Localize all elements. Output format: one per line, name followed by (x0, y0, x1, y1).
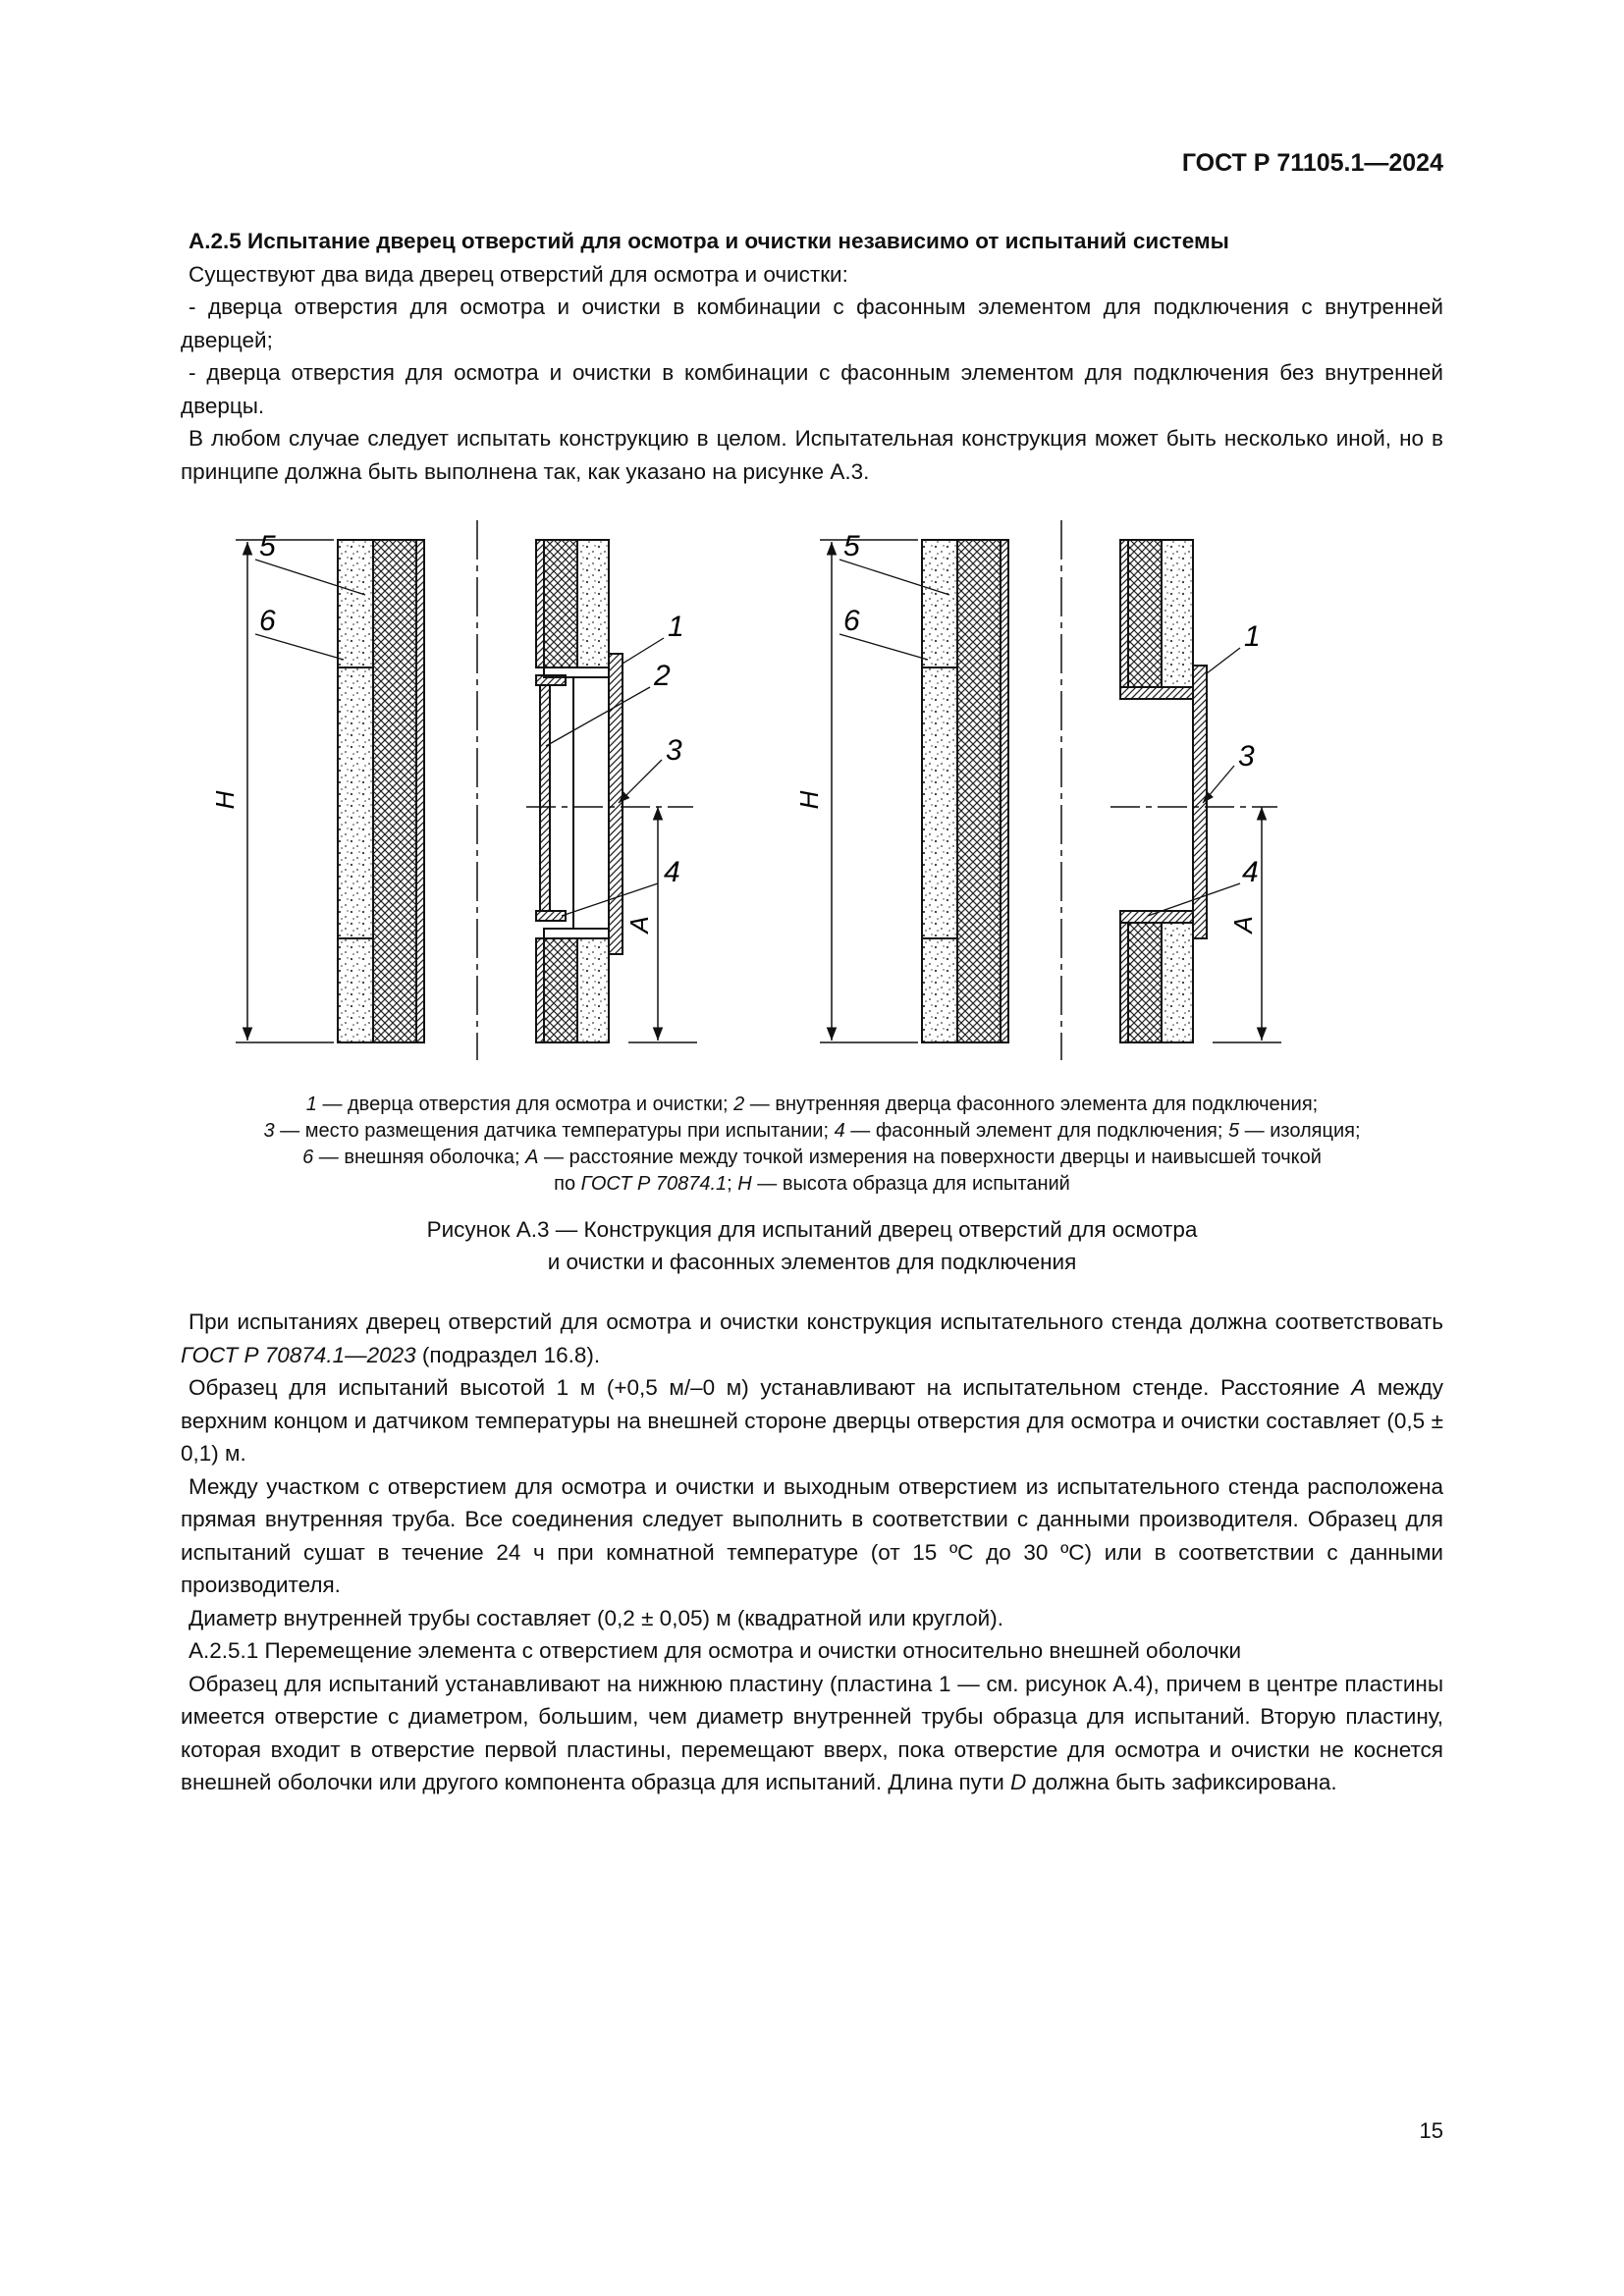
label-1: 1 (668, 611, 684, 643)
height-label: H (210, 790, 240, 810)
section-heading: А.2.5 Испытание дверец отверстий для осмотра и очистки независимо от испытаний системы (189, 229, 1229, 253)
paragraph: Между участком с отверстием для осмотра и очистки и выходным отверстием из испытательного стенда расположена прямая внутренняя труба. Все соединения следует выполнить в соответствии с данными производителя. Образец для испытаний сушат в течение 24 ч при комнатной температуре (от 15 ºС до 30 ºС) или в соответствии с данными производителя. (181, 1473, 1443, 1597)
caption-line: Рисунок А.3 — Конструкция для испытаний дверец отверстий для осмотра (426, 1217, 1198, 1242)
label-3: 3 (1238, 740, 1255, 773)
distance-a-label: A (1228, 916, 1258, 934)
legend-line: 1 — дверца отверстия для осмотра и очистки; 2 — внутренняя дверца фасонного элемента для подключения; (305, 1094, 1319, 1115)
paragraph: Диаметр внутренней трубы составляет (0,2 ± 0,05) м (квадратной или круглой). (189, 1605, 1003, 1630)
insulation (373, 540, 416, 1042)
label-1: 1 (1244, 620, 1261, 653)
label-5: 5 (259, 530, 276, 562)
list-item: - дверца отверстия для осмотра и очистки в комбинации с фасонным элементом для подключения с внутренней дверцей; (181, 294, 1443, 352)
height-label: H (794, 790, 824, 810)
paragraph: При испытаниях дверец отверстий для осмотра и очистки конструкция испытательного стенда должна соответствовать ГОСТ Р 70874.1—2023 (подраздел 16.8). (181, 1309, 1443, 1367)
intro-paragraph: Существуют два вида дверец отверстий для осмотра и очистки: (189, 261, 848, 287)
label-6: 6 (259, 605, 276, 637)
label-2: 2 (654, 660, 671, 692)
distance-a-label: A (624, 916, 654, 934)
figure-legend (118, 1092, 1506, 1198)
legend-line: 6 — внешняя оболочка; А — расстояние между точкой измерения на поверхности дверцы и наивысшей точкой (302, 1147, 1322, 1168)
label-5: 5 (843, 530, 860, 562)
figure-caption (216, 1213, 1408, 1278)
label-3: 3 (666, 734, 682, 767)
legend-line: по ГОСТ Р 70874.1; H — высота образца для испытаний (554, 1173, 1070, 1195)
label-4: 4 (664, 856, 680, 888)
page-number: 15 (1419, 2118, 1443, 2143)
variant-without-inner-door (794, 520, 1281, 1060)
paragraph: Образец для испытаний устанавливают на нижнюю пластину (пластина 1 — см. рисунок А.4), причем в центре пластины имеется отверстие с диаметром, большим, чем диаметр внутренней трубы образца для испытаний. Вторую пластину, которая входит в отверстие первой пластины, перемещают вверх, пока отверстие для осмотра и очистки не коснется внешней оболочки или другого компонента образца для испытаний. Длина пути D должна быть зафиксирована. (181, 1671, 1443, 1794)
legend-line: 3 — место размещения датчика температуры при испытании; 4 — фасонный элемент для подключения; 5 — изоляция; (263, 1120, 1361, 1142)
body-text (181, 1306, 1443, 1799)
variant-with-inner-door (210, 520, 697, 1060)
label-4: 4 (1242, 856, 1259, 888)
outer-shell (338, 540, 373, 1042)
paragraph: В любом случае следует испытать конструкцию в целом. Испытательная конструкция может быть несколько иной, но в принципе должна быть выполнена так, как указано на рисунке А.3. (181, 426, 1443, 484)
construction-drawing (196, 520, 1434, 1070)
paragraph: Образец для испытаний высотой 1 м (+0,5 м/–0 м) устанавливают на испытательном стенде. Расстояние А между верхним концом и датчиком температуры на внешней стороне дверцы отверстия для осмотра и очистки составляет (0,5 ± 0,1) м. (181, 1375, 1444, 1466)
standard-number: ГОСТ Р 71105.1—2024 (1181, 149, 1443, 177)
figure-a3 (196, 520, 1434, 1070)
inner-door (536, 675, 566, 685)
list-item: - дверца отверстия для осмотра и очистки в комбинации с фасонным элементом для подключения без внутренней дверцы. (181, 360, 1443, 418)
label-6: 6 (843, 605, 860, 637)
caption-line: и очистки и фасонных элементов для подключения (547, 1250, 1077, 1274)
cleaning-door (609, 654, 623, 954)
subsection-heading: А.2.5.1 Перемещение элемента с отверстием для осмотра и очистки относительно внешней оболочки (189, 1638, 1242, 1663)
section-a25 (181, 225, 1443, 488)
